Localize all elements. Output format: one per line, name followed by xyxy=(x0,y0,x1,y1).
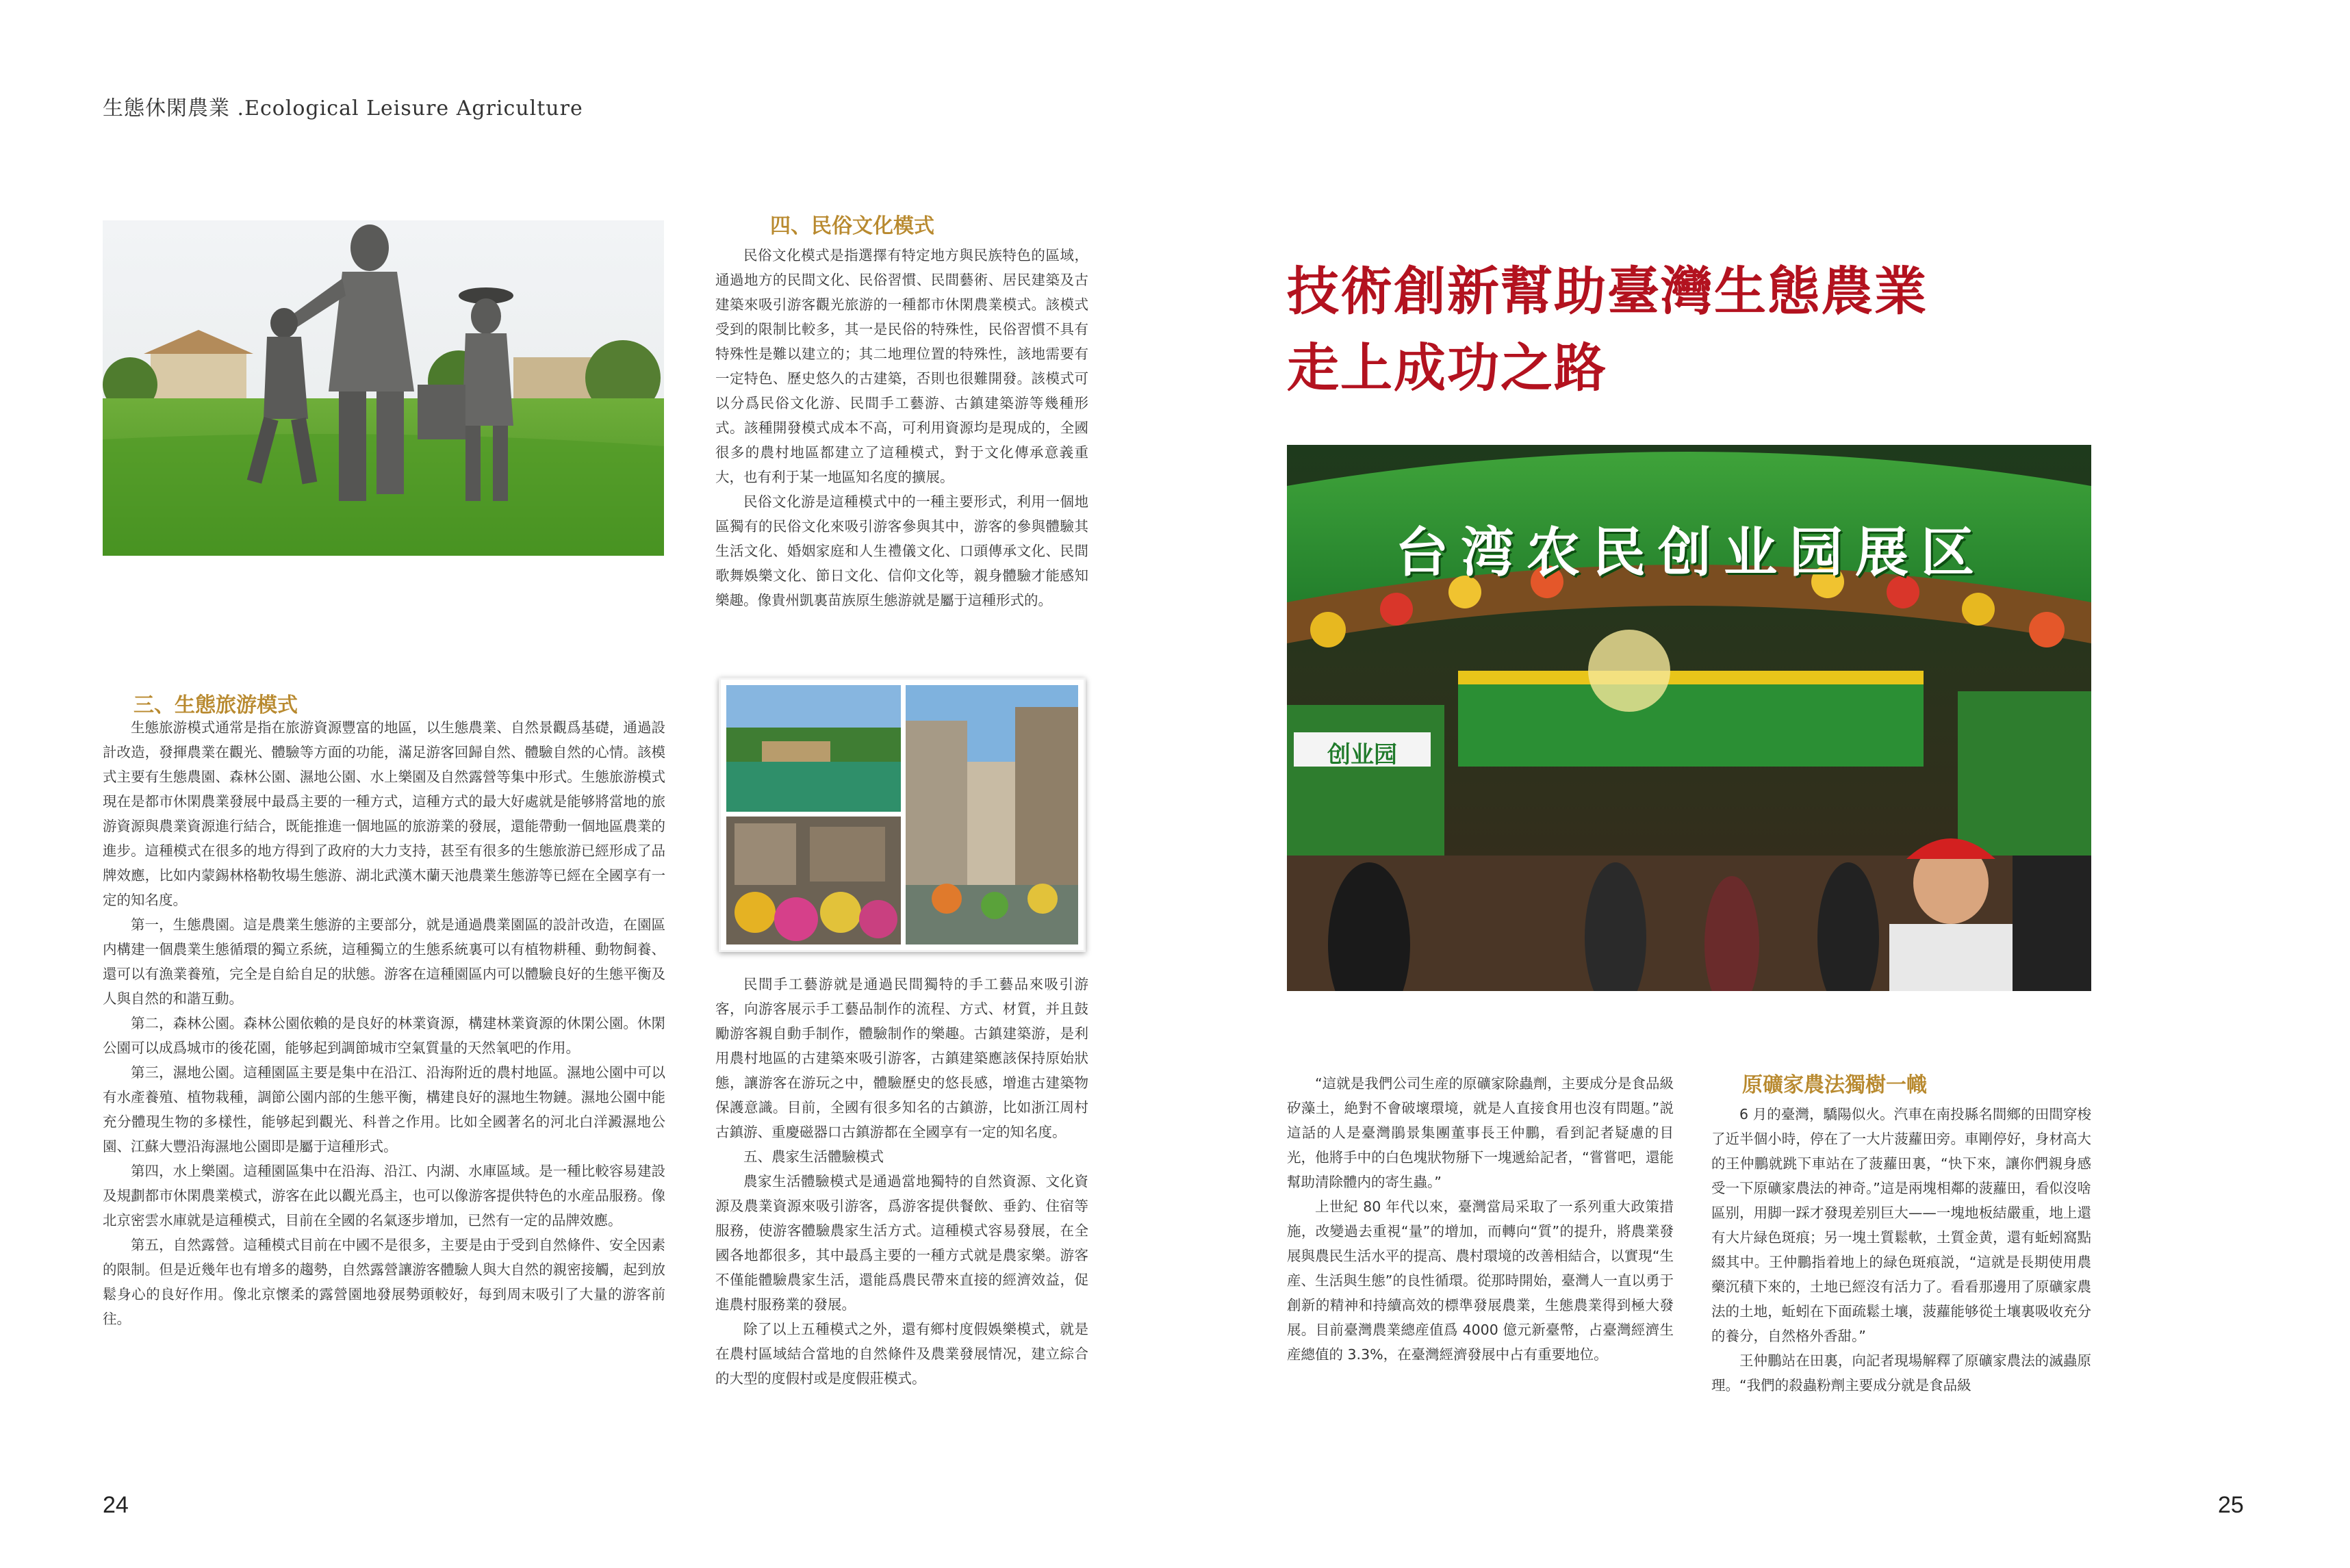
banner-text: 台湾农民创业园展区 xyxy=(1394,522,1987,584)
paragraph: 民俗文化模式是指選擇有特定地方與民族特色的區域，通過地方的民間文化、民俗習慣、民間藝術、居民建築及古建築來吸引游客觀光旅游的一種都市休閑農業模式。該模式受到的限制比較多，其一是民俗的特殊性，民俗習慣不具有特殊性是難以建立的；其二地理位置的特殊性，該地需要有一定特色、歷史悠久的古建築，否則也很難開發。該模式可以分爲民俗文化游、民間手工藝游、古鎮建築游等幾種形式。該種開發模式成本不高，可利用資源均是現成的，全國很多的農村地區都建立了這種模式，對于文化傳承意義重大，也有利于某一地區知名度的擴展。 xyxy=(715,247,1088,485)
title-line-2: 走上成功之路 xyxy=(1287,337,1607,398)
section3-body xyxy=(103,715,665,1331)
paragraph: 除了以上五種模式之外，還有鄉村度假娛樂模式，就是在農村區域結合當地的自然條件及農業發展情况，建立綜合的大型的度假村或是度假莊模式。 xyxy=(715,1321,1088,1387)
paragraph: 第一，生態農園。這是農業生態游的主要部分，就是通過農業園區的設計改造，在園區内構建一個農業生態循環的獨立系統，這種獨立的生態系統裏可以有植物耕種、動物飼養、還可以有漁業養殖，完全是自給自足的狀態。游客在這種園區内可以體驗良好的生態平衡及人與自然的和諧互動。 xyxy=(103,916,665,1007)
page-number-left: 24 xyxy=(103,1492,129,1518)
paragraph: 6 月的臺灣，驕陽似火。汽車在南投縣名間鄉的田間穿梭了近半個小時，停在了一大片菠蘿田旁。車剛停好，身材高大的王仲鵬就跳下車站在了菠蘿田裏，“快下來，讓你們親身感受一下原礦家農法的神奇。”這是兩塊相鄰的菠蘿田，看似沒啥區别，用脚一踩才發現差别巨大——一塊地板結嚴重，地上還有大片緑色斑痕；另一塊土質鬆軟，土質金黄，還有蚯蚓窩點綴其中。王仲鵬指着地上的緑色斑痕説，“這就是長期使用農藥沉積下來的，土地已經沒有活力了。看看那邊用了原礦家農法的土地，蚯蚓在下面疏鬆土壤，菠蘿能够從土壤裏吸收充分的養分，自然格外香甜。” xyxy=(1711,1106,2091,1344)
page-number-right: 25 xyxy=(2218,1492,2244,1518)
right-col2-body xyxy=(1711,1102,2091,1398)
section3-heading: 三、生態旅游模式 xyxy=(133,693,298,717)
paragraph: 民俗文化游是這種模式中的一種主要形式，利用一個地區獨有的民俗文化來吸引游客參與其中，游客的參與體驗其生活文化、婚姻家庭和人生禮儀文化、口頭傳承文化、民間歌舞娛樂文化、節日文化、信仰文化等，親身體驗才能感知樂趣。像貴州凱裏苗族原生態游就是屬于這種形式的。 xyxy=(715,493,1088,608)
article-title xyxy=(1287,253,1928,407)
running-header: 生態休閑農業 .Ecological Leisure Agriculture xyxy=(103,97,583,120)
ancient-town-photo-collage xyxy=(719,678,1086,952)
paragraph: 民間手工藝游就是通過民間獨特的手工藝品來吸引游客，向游客展示手工藝品制作的流程、方式、材質，并且鼓勵游客親自動手制作，體驗制作的樂趣。古鎮建築游，是利用農村地區的古建築來吸引游客，古鎮建築應該保持原始狀態，讓游客在游玩之中，體驗歷史的悠長感，增進古建築物保護意識。目前，全國有很多知名的古鎮游，比如浙江周村古鎮游、重慶磁器口古鎮游都在全國享有一定的知名度。 xyxy=(715,976,1088,1140)
paragraph: 第二，森林公園。森林公園依賴的是良好的林業資源，構建林業資源的休閑公園。休閑公園可以成爲城市的後花園，能够起到調節城市空氣質量的天然氧吧的作用。 xyxy=(103,1015,665,1056)
paragraph: “這就是我們公司生産的原礦家除蟲劑，主要成分是食品級矽藻土，絶對不會破壞環境，就是人直接食用也沒有問題。”説這話的人是臺灣鵑景集團董事長王仲鵬，看到記者疑慮的目光，他將手中的白色塊狀物掰下一塊遞給記者，“嘗嘗吧，還能幫助清除體内的寄生蟲。” xyxy=(1287,1075,1674,1190)
paragraph: 上世紀 80 年代以來，臺灣當局采取了一系列重大政策措施，改變過去重視“量”的增加，而轉向“質”的提升，將農業發展與農民生活水平的提高、農村環境的改善相結合，以實現“生産、生活與生態”的良性循環。從那時開始，臺灣人一直以勇于創新的精神和持續高效的標準發展農業，生態農業得到極大發展。目前臺灣農業總産值爲 4000 億元新臺幣，占臺灣經濟生産總值的 3.3%，在臺灣經濟發展中占有重要地位。 xyxy=(1287,1198,1674,1363)
paragraph: 第四，水上樂園。這種園區集中在沿海、沿江、内湖、水庫區域。是一種比較容易建設及規劃都市休閑農業模式，游客在此以觀光爲主，也可以像游客提供特色的水産品服務。像北京密雲水庫就是這種模式，目前在全國的名氣逐步增加，已然有一定的品牌效應。 xyxy=(103,1163,665,1229)
title-line-1: 技術創新幫助臺灣生態農業 xyxy=(1287,261,1928,322)
right-col2-heading: 原礦家農法獨樹一幟 xyxy=(1742,1073,1927,1097)
booth-sign-text: 创业园 xyxy=(1327,741,1397,769)
section4-heading: 四、民俗文化模式 xyxy=(770,214,934,238)
paragraph: 第五，自然露營。這種模式目前在中國不是很多，主要是由于受到自然條件、安全因素的限制。但是近幾年也有增多的趨勢，自然露營讓游客體驗人與大自然的親密接觸，起到放鬆身心的良好作用。像北京懷柔的露營園地發展勢頭較好，每到周末吸引了大量的游客前往。 xyxy=(103,1237,665,1327)
exhibition-photo xyxy=(1287,445,2091,991)
paragraph: 第三，濕地公園。這種園區主要是集中在沿江、沿海附近的農村地區。濕地公園中可以有水產養殖、植物栽種，調節公園内部的生態平衡，構建良好的濕地生物鏈。濕地公園中能充分體現生物的多樣性，能够起到觀光、科普之作用。比如全國著名的河北白洋澱濕地公園、江蘇大豐沿海濕地公園即是屬于這種形式。 xyxy=(103,1064,665,1155)
statue-photo xyxy=(103,220,664,556)
section4-body-bottom xyxy=(715,972,1088,1391)
paragraph: 王仲鵬站在田裏，向記者現場解釋了原礦家農法的滅蟲原理。“我們的殺蟲粉劑主要成分就是食品級 xyxy=(1711,1352,2091,1393)
paragraph: 農家生活體驗模式是通過當地獨特的自然資源、文化資源及農業資源來吸引游客，爲游客提供餐飲、垂釣、住宿等服務，使游客體驗農家生活方式。這種模式容易發展，在全國各地都很多，其中最爲主要的一種方式就是農家樂。游客不僅能體驗農家生活，還能爲農民帶來直接的經濟效益，促進農村服務業的發展。 xyxy=(715,1173,1088,1313)
sub-heading-5: 五、農家生活體驗模式 xyxy=(743,1148,884,1165)
paragraph: 生態旅游模式通常是指在旅游資源豐富的地區，以生態農業、自然景觀爲基礎，通過設計改造，發揮農業在觀光、體驗等方面的功能，滿足游客回歸自然、體驗自然的心情。該模式主要有生態農園、森林公園、濕地公園、水上樂園及自然露營等集中形式。生態旅游模式現在是都市休閑農業發展中最爲主要的一種方式，這種方式的最大好處就是能够將當地的旅游資源與農業資源進行結合，既能推進一個地區的旅游業的發展，還能帶動一個地區農業的進步。這種模式在很多的地方得到了政府的大力支持，甚至有很多的生態旅游已經形成了品牌效應，比如内蒙錫林格勒牧場生態游、湖北武漢木蘭天池農業生態游等已經在全國享有一定的知名度。 xyxy=(103,719,665,908)
right-col1-body xyxy=(1287,1071,1674,1367)
section4-body-top xyxy=(715,243,1088,613)
